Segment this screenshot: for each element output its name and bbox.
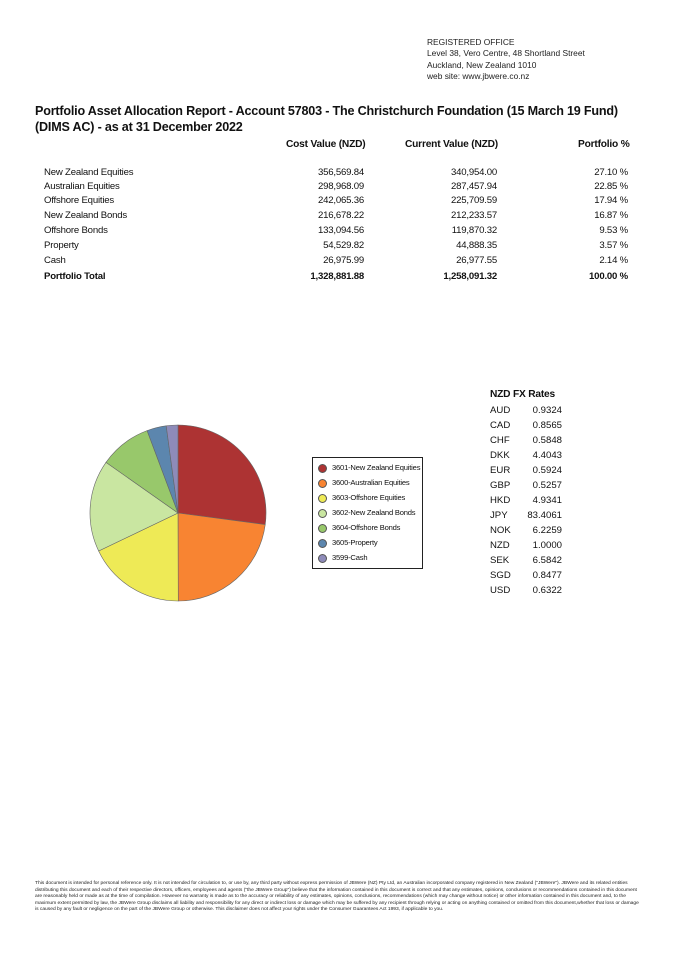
portfolio-pct: 22.85 % bbox=[594, 181, 628, 192]
registered-office-block bbox=[427, 37, 585, 83]
fx-rate-row bbox=[0, 480, 675, 495]
fx-rate: 6.5842 bbox=[532, 555, 562, 566]
legend-label: 3600-Australian Equities bbox=[332, 478, 410, 487]
legend-label: 3603-Offshore Equities bbox=[332, 493, 406, 502]
portfolio-pct: 2.14 % bbox=[599, 255, 628, 266]
fx-rate-row bbox=[0, 585, 675, 600]
fx-rate: 0.5848 bbox=[532, 435, 562, 446]
fx-rate: 0.5257 bbox=[532, 480, 562, 491]
current-value: 26,977.55 bbox=[456, 255, 497, 266]
asset-class-name: New Zealand Bonds bbox=[44, 210, 127, 221]
table-row bbox=[0, 167, 675, 181]
cost-value: 298,968.09 bbox=[317, 181, 364, 192]
asset-class-name: New Zealand Equities bbox=[44, 167, 134, 178]
currency-code: NZD bbox=[490, 540, 510, 551]
portfolio-pct: 16.87 % bbox=[594, 210, 628, 221]
fx-rate-row bbox=[0, 450, 675, 465]
legend-label: 3604-Offshore Bonds bbox=[332, 523, 401, 532]
currency-code: JPY bbox=[490, 510, 508, 521]
cost-value: 133,094.56 bbox=[317, 225, 364, 236]
current-value: 212,233.57 bbox=[450, 210, 497, 221]
fx-rate: 0.6322 bbox=[532, 585, 562, 596]
fx-rate: 4.4043 bbox=[532, 450, 562, 461]
legend-label: 3599-Cash bbox=[332, 553, 368, 562]
fx-rate-row bbox=[0, 525, 675, 540]
office-address-line: Level 38, Vero Centre, 48 Shortland Street bbox=[427, 48, 585, 59]
office-website: web site: www.jbwere.co.nz bbox=[427, 71, 530, 82]
total-label: Portfolio Total bbox=[44, 271, 106, 282]
table-row bbox=[0, 195, 675, 209]
table-row bbox=[0, 210, 675, 224]
office-city-line: Auckland, New Zealand 1010 bbox=[427, 59, 537, 70]
asset-class-name: Property bbox=[44, 240, 79, 251]
portfolio-pct: 9.53 % bbox=[599, 225, 628, 236]
fx-rate-row bbox=[0, 405, 675, 420]
fx-rate-row bbox=[0, 510, 675, 525]
currency-code: NOK bbox=[490, 525, 511, 536]
current-value: 340,954.00 bbox=[450, 167, 497, 178]
asset-class-name: Offshore Bonds bbox=[44, 225, 108, 236]
fx-rate-row bbox=[0, 570, 675, 585]
asset-class-name: Australian Equities bbox=[44, 181, 120, 192]
legal-disclaimer: This document is intended for personal reference only. It is not intended for circulation to, or use by, any third party without express permission of JBWere (NZ) Pty Ltd, an Australian incorporated company registered in New Zealand ("JBWere"). JBWere and its related entities distributing this document and each of their respective directors, officers, employees and agents ("the JBWere Group") believe that the information contained in this document is correct and that any estimates, opinions, conclusions or recommendations contained in this document are reasonably held or made as at the time of compilation. However no warranty is made as to the accuracy or reliability of any estimates, opinions, conclusions, recommendations (which may change without notice) or other information contained in this document and, to the maximum extent permitted by law, the JBWere Group disclaims all liability and responsibility for any direct or indirect loss or damage which may be suffered by any recipient through relying or acting on anything contained or omitted from this document,whether that loss or damage is caused by any fault or negligence on the part of the JBWere Group or otherwise. This disclaimer does not affect your rights under the Consumer Guarantees Act 1993, if applicable to you. bbox=[35, 881, 639, 913]
header-portfolio-pct: Portfolio % bbox=[578, 139, 630, 150]
header-current-value: Current Value (NZD) bbox=[405, 139, 498, 150]
table-row bbox=[0, 225, 675, 239]
portfolio-pct: 27.10 % bbox=[594, 167, 628, 178]
legend-label: 3601-New Zealand Equities bbox=[332, 463, 421, 472]
header-cost-value: Cost Value (NZD) bbox=[286, 139, 366, 150]
total-current-value: 1,258,091.32 bbox=[443, 271, 497, 282]
table-row bbox=[0, 181, 675, 195]
fx-rate-row bbox=[0, 465, 675, 480]
fx-rate: 0.9324 bbox=[532, 405, 562, 416]
table-row bbox=[0, 255, 675, 269]
cost-value: 242,065.36 bbox=[317, 195, 364, 206]
portfolio-pct: 3.57 % bbox=[599, 240, 628, 251]
currency-code: CAD bbox=[490, 420, 511, 431]
currency-code: EUR bbox=[490, 465, 511, 476]
cost-value: 356,569.84 bbox=[317, 167, 364, 178]
fx-rate: 0.8565 bbox=[532, 420, 562, 431]
currency-code: USD bbox=[490, 585, 511, 596]
asset-class-name: Cash bbox=[44, 255, 66, 266]
total-cost-value: 1,328,881.88 bbox=[310, 271, 364, 282]
fx-rate: 0.8477 bbox=[532, 570, 562, 581]
current-value: 119,870.32 bbox=[451, 225, 497, 236]
currency-code: GBP bbox=[490, 480, 511, 491]
fx-rate-row bbox=[0, 540, 675, 555]
report-title: Portfolio Asset Allocation Report - Account 57803 - The Christchurch Foundation (15 March 19 Fund)(DIMS AC) - as at 31 December 2022 bbox=[35, 104, 618, 134]
fx-rate: 83.4061 bbox=[527, 510, 562, 521]
fx-rate: 0.5924 bbox=[532, 465, 562, 476]
fx-rate-row bbox=[0, 435, 675, 450]
portfolio-pct: 17.94 % bbox=[594, 195, 628, 206]
current-value: 225,709.59 bbox=[450, 195, 497, 206]
current-value: 44,888.35 bbox=[456, 240, 497, 251]
fx-rate-row bbox=[0, 495, 675, 510]
table-row bbox=[0, 240, 675, 254]
fx-rate: 4.9341 bbox=[532, 495, 562, 506]
cost-value: 54,529.82 bbox=[323, 240, 364, 251]
currency-code: AUD bbox=[490, 405, 511, 416]
cost-value: 26,975.99 bbox=[323, 255, 364, 266]
cost-value: 216,678.22 bbox=[317, 210, 364, 221]
legend-label: 3602-New Zealand Bonds bbox=[332, 508, 416, 517]
fx-rate: 1.0000 bbox=[532, 540, 562, 551]
fx-rate-row bbox=[0, 420, 675, 435]
currency-code: DKK bbox=[490, 450, 510, 461]
legend-label: 3605-Property bbox=[332, 538, 378, 547]
current-value: 287,457.94 bbox=[450, 181, 497, 192]
currency-code: SEK bbox=[490, 555, 510, 566]
fx-rate: 6.2259 bbox=[532, 525, 562, 536]
currency-code: CHF bbox=[490, 435, 510, 446]
currency-code: SGD bbox=[490, 570, 511, 581]
table-total-row bbox=[0, 271, 675, 285]
office-heading: REGISTERED OFFICE bbox=[427, 37, 515, 47]
asset-class-name: Offshore Equities bbox=[44, 195, 115, 206]
total-portfolio-pct: 100.00 % bbox=[589, 271, 628, 282]
currency-code: HKD bbox=[490, 495, 511, 506]
fx-rate-row bbox=[0, 555, 675, 570]
fx-rates-title: NZD FX Rates bbox=[490, 389, 555, 400]
